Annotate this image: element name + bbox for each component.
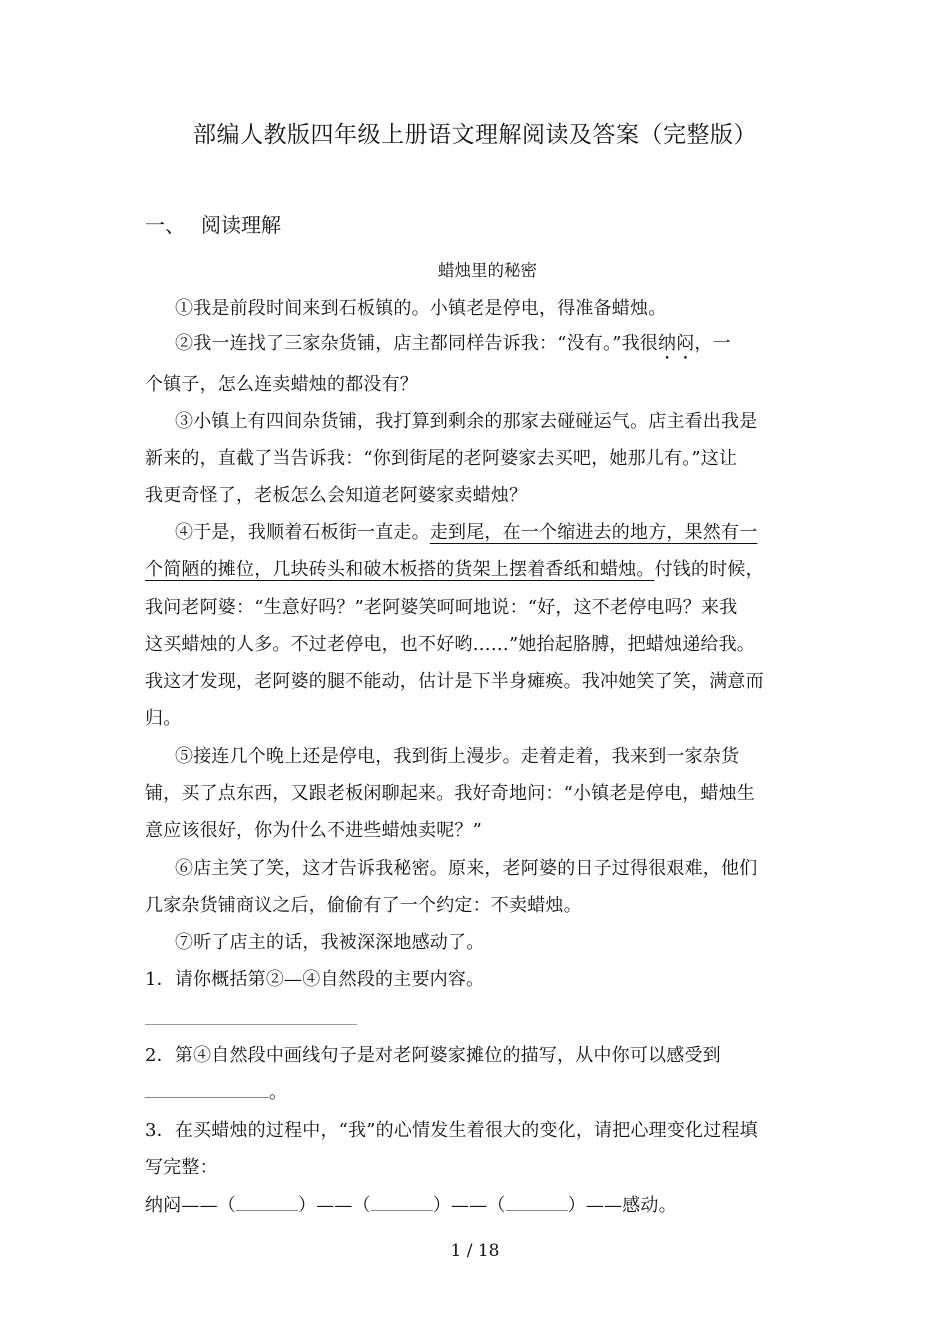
paragraph-2-text: ②我一连找了三家杂货铺，店主都同样告诉我：“没有。”我很 xyxy=(175,333,659,354)
paragraph-4-text-after: 付钱的时候， xyxy=(654,559,764,580)
q3-blank-3[interactable] xyxy=(506,1192,568,1211)
question-2: 2．第④自然段中画线句子是对老阿婆家摊位的描写，从中你可以感受到 xyxy=(145,1045,721,1066)
paragraph-4-line-1 xyxy=(175,518,757,544)
underlined-sentence-part-1: 走到尾，在一个缩进去的地方，果然有一 xyxy=(429,522,758,543)
q3-end: ）——感动。 xyxy=(567,1195,677,1216)
question-2-answer-row xyxy=(145,1078,287,1104)
question-2-answer-blank[interactable] xyxy=(145,1079,269,1098)
section-label: 阅读理解 xyxy=(201,213,281,237)
paragraph-3-line-2: 新来的，直截了当告诉我：“你到街尾的老阿婆家去买吧，她那儿有。”这让 xyxy=(145,448,738,469)
question-2-tail: 。 xyxy=(269,1082,288,1103)
paragraph-4-line-6: 归。 xyxy=(145,708,182,729)
q3-blank-2[interactable] xyxy=(371,1192,433,1211)
q3-start: 纳闷——（ xyxy=(145,1195,236,1216)
paragraph-4-line-2 xyxy=(145,555,764,581)
paragraph-2-line-1 xyxy=(175,329,731,364)
q3-sep-1: ）——（ xyxy=(298,1195,371,1216)
underlined-sentence-part-2: 个简陋的摊位，几块砖头和破木板搭的货架上摆着香纸和蜡烛。 xyxy=(145,559,655,580)
question-3-line-1: 3．在买蜡烛的过程中，“我”的心情发生着很大的变化，请把心理变化过程填 xyxy=(145,1120,758,1141)
page-number: 1 / 18 xyxy=(450,1241,500,1261)
paragraph-1-line-1: ①我是前段时间来到石板镇的。小镇老是停电，得准备蜡烛。 xyxy=(175,298,667,319)
paragraph-5-line-2: 铺，买了点东西，又跟老板闲聊起来。我好奇地问：“小镇老是停电，蜡烛生 xyxy=(145,783,755,804)
dotted-word: 纳闷 xyxy=(658,333,695,354)
question-1-answer-line[interactable] xyxy=(145,1024,357,1025)
paragraph-5-line-3: 意应该很好，你为什么不进些蜡烛卖呢？” xyxy=(145,820,483,841)
paragraph-2-line-2: 个镇子，怎么连卖蜡烛的都没有？ xyxy=(145,374,418,395)
q3-sep-2: ）——（ xyxy=(432,1195,506,1216)
paragraph-3-line-3: 我更奇怪了，老板怎么会知道老阿婆家卖蜡烛？ xyxy=(145,485,528,506)
paragraph-6-line-2: 几家杂货铺商议之后，偷偷有了一个约定：不卖蜡烛。 xyxy=(145,895,582,916)
paragraph-4-line-5: 我这才发现，老阿婆的腿不能动，估计是下半身瘫痪。我冲她笑了笑，满意而 xyxy=(145,671,764,692)
paragraph-2-text-after: ，一 xyxy=(694,333,731,354)
paragraph-4-text: ④于是，我顺着石板街一直走。 xyxy=(175,522,430,543)
paragraph-4-line-3: 我问老阿婆：“生意好吗？”老阿婆笑呵呵地说：“好，这不老停电吗？来我 xyxy=(145,597,738,618)
paragraph-3-line-1: ③小镇上有四间杂货铺，我打算到剩余的那家去碰碰运气。店主看出我是 xyxy=(175,411,758,432)
q3-blank-1[interactable] xyxy=(236,1192,298,1211)
question-3-fill-row xyxy=(145,1191,677,1217)
story-title: 蜡烛里的秘密 xyxy=(438,261,537,280)
question-3-line-2: 写完整： xyxy=(145,1157,218,1178)
section-heading xyxy=(145,209,281,238)
paragraph-7-line-1: ⑦听了店主的话，我被深深地感动了。 xyxy=(175,932,485,953)
document-title: 部编人教版四年级上册语文理解阅读及答案（完整版） xyxy=(193,122,757,148)
section-number: 一、 xyxy=(145,213,185,237)
paragraph-6-line-1: ⑥店主笑了笑，这才告诉我秘密。原来，老阿婆的日子过得很艰难，他们 xyxy=(175,858,758,879)
question-1: 1．请你概括第②—④自然段的主要内容。 xyxy=(145,969,485,990)
paragraph-5-line-1: ⑤接连几个晚上还是停电，我到街上漫步。走着走着，我来到一家杂货 xyxy=(175,746,740,767)
paragraph-4-line-4: 这买蜡烛的人多。不过老停电，也不好哟……”她抬起胳膊，把蜡烛递给我。 xyxy=(145,634,755,655)
